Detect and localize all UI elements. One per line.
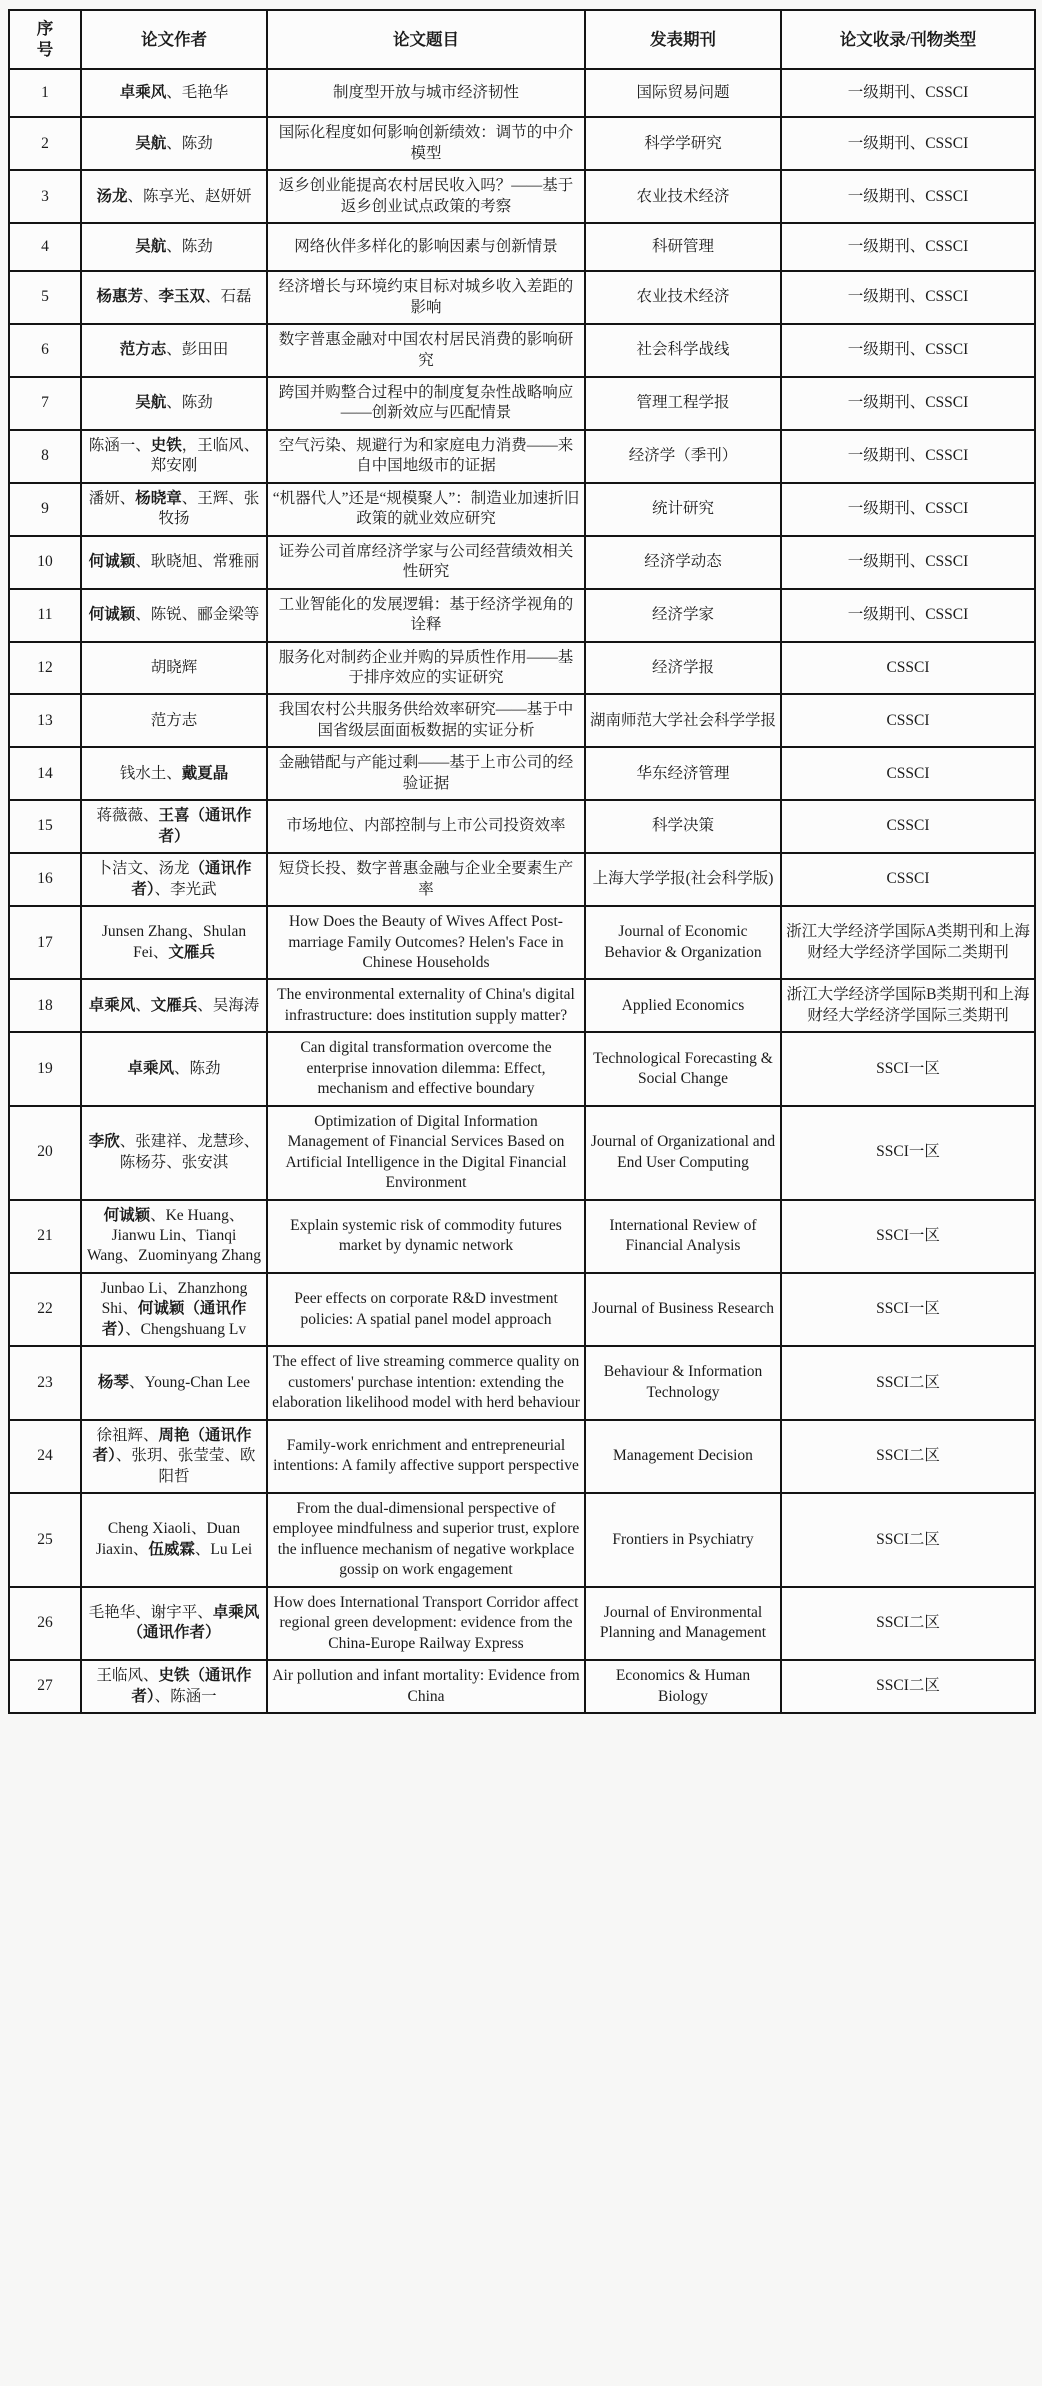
author-name: 、彭田田 bbox=[166, 341, 229, 359]
cell-paper-title: “机器代人”还是“规模聚人”：制造业加速折旧政策的就业效应研究 bbox=[267, 483, 585, 536]
table-row bbox=[9, 377, 1035, 430]
cell-index-type: 一级期刊、CSSCI bbox=[781, 223, 1035, 271]
cell-paper-title: 国际化程度如何影响创新绩效：调节的中介模型 bbox=[267, 117, 585, 170]
cell-authors bbox=[81, 694, 267, 747]
table-row bbox=[9, 170, 1035, 223]
cell-paper-title: 服务化对制药企业并购的异质性作用——基于排序效应的实证研究 bbox=[267, 642, 585, 695]
cell-paper-number: 10 bbox=[9, 536, 81, 589]
cell-journal: Technological Forecasting & Social Change bbox=[585, 1032, 781, 1105]
author-name: 、王辉、张牧扬 bbox=[158, 489, 260, 528]
cell-journal: 科研管理 bbox=[585, 223, 781, 271]
author-name: 、陈劲 bbox=[166, 237, 213, 255]
author-highlighted: 何诚颖 bbox=[88, 552, 136, 570]
author-highlighted: 文雁兵 bbox=[150, 996, 198, 1014]
cell-paper-number: 8 bbox=[9, 430, 81, 483]
author-highlighted: 伍威霖 bbox=[148, 1540, 195, 1558]
cell-paper-number: 6 bbox=[9, 324, 81, 377]
cell-paper-number: 12 bbox=[9, 642, 81, 695]
author-highlighted: 杨晓章 bbox=[135, 489, 182, 507]
cell-paper-number: 23 bbox=[9, 1346, 81, 1419]
cell-paper-title: Air pollution and infant mortality: Evidence from China bbox=[267, 1660, 585, 1713]
table-row bbox=[9, 271, 1035, 324]
header-authors: 论文作者 bbox=[81, 10, 267, 69]
cell-authors bbox=[81, 1587, 267, 1660]
cell-paper-title: Explain systemic risk of commodity futures market by dynamic network bbox=[267, 1200, 585, 1273]
cell-paper-title: 证券公司首席经济学家与公司经营绩效相关性研究 bbox=[267, 536, 585, 589]
author-highlighted: 汤龙 bbox=[96, 187, 128, 205]
table-row bbox=[9, 430, 1035, 483]
cell-authors bbox=[81, 1032, 267, 1105]
cell-journal: 湖南师范大学社会科学学报 bbox=[585, 694, 781, 747]
cell-index-type: 一级期刊、CSSCI bbox=[781, 324, 1035, 377]
cell-paper-number: 26 bbox=[9, 1587, 81, 1660]
author-highlighted: 史铁 bbox=[150, 436, 182, 454]
table-row bbox=[9, 536, 1035, 589]
cell-journal: 国际贸易问题 bbox=[585, 69, 781, 117]
author-name: 钱水土、 bbox=[119, 764, 182, 782]
cell-journal: Frontiers in Psychiatry bbox=[585, 1493, 781, 1587]
author-name: 、陈劲 bbox=[166, 134, 213, 152]
author-name: 、Chengshuang Lv bbox=[125, 1320, 247, 1338]
table-row bbox=[9, 223, 1035, 271]
author-name: 、李光武 bbox=[154, 880, 217, 898]
cell-paper-number: 15 bbox=[9, 800, 81, 853]
author-highlighted: 范方志 bbox=[119, 341, 167, 359]
cell-journal: 华东经济管理 bbox=[585, 747, 781, 800]
author-name: 潘妍、 bbox=[88, 489, 136, 507]
cell-paper-number: 19 bbox=[9, 1032, 81, 1105]
table-row bbox=[9, 1273, 1035, 1346]
cell-paper-number: 27 bbox=[9, 1660, 81, 1713]
cell-index-type: CSSCI bbox=[781, 853, 1035, 906]
author-highlighted: 周艳（通讯作者） bbox=[92, 1426, 252, 1465]
author-name: 、陈劲 bbox=[166, 394, 213, 412]
cell-paper-title: Optimization of Digital Information Management of Financial Services Based on Artificial Intelligence in the Digital Financial Environment bbox=[267, 1106, 585, 1200]
cell-paper-number: 24 bbox=[9, 1420, 81, 1493]
table-row bbox=[9, 747, 1035, 800]
author-name: 、吴海涛 bbox=[197, 996, 260, 1014]
cell-paper-number: 22 bbox=[9, 1273, 81, 1346]
cell-paper-title: How Does the Beauty of Wives Affect Post-marriage Family Outcomes? Helen's Face in Chinese Households bbox=[267, 906, 585, 979]
cell-authors bbox=[81, 117, 267, 170]
cell-journal: Applied Economics bbox=[585, 979, 781, 1032]
header-journal: 发表期刊 bbox=[585, 10, 781, 69]
cell-authors bbox=[81, 170, 267, 223]
cell-index-type: SSCI一区 bbox=[781, 1200, 1035, 1273]
author-name: 、Lu Lei bbox=[194, 1540, 253, 1558]
author-name: 王临风、 bbox=[96, 1667, 159, 1685]
cell-paper-number: 18 bbox=[9, 979, 81, 1032]
cell-paper-number: 5 bbox=[9, 271, 81, 324]
table-row bbox=[9, 117, 1035, 170]
cell-index-type: 一级期刊、CSSCI bbox=[781, 69, 1035, 117]
cell-journal: Journal of Organizational and End User Computing bbox=[585, 1106, 781, 1200]
table-row bbox=[9, 853, 1035, 906]
cell-paper-number: 16 bbox=[9, 853, 81, 906]
cell-index-type: SSCI一区 bbox=[781, 1032, 1035, 1105]
cell-index-type: SSCI二区 bbox=[781, 1660, 1035, 1713]
table-row bbox=[9, 694, 1035, 747]
author-name: 、 bbox=[142, 288, 159, 306]
table-row bbox=[9, 1032, 1035, 1105]
author-highlighted: 王喜（通讯作者） bbox=[158, 807, 252, 845]
cell-authors bbox=[81, 536, 267, 589]
cell-paper-number: 3 bbox=[9, 170, 81, 223]
cell-authors bbox=[81, 800, 267, 853]
author-name: 、陈涵一 bbox=[154, 1687, 217, 1705]
cell-index-type: 一级期刊、CSSCI bbox=[781, 536, 1035, 589]
author-name: 、张建祥、龙慧珍、陈杨芬、张安淇 bbox=[119, 1133, 260, 1171]
cell-journal: Journal of Economic Behavior & Organization bbox=[585, 906, 781, 979]
cell-paper-title: 制度型开放与城市经济韧性 bbox=[267, 69, 585, 117]
cell-paper-number: 21 bbox=[9, 1200, 81, 1273]
author-name: 、陈劲 bbox=[174, 1059, 221, 1077]
table-row bbox=[9, 1587, 1035, 1660]
author-name: 、陈锐、郦金梁等 bbox=[135, 605, 260, 623]
author-highlighted: 吴航 bbox=[135, 134, 167, 152]
cell-paper-title: 金融错配与产能过剩——基于上市公司的经验证据 bbox=[267, 747, 585, 800]
cell-paper-title: 空气污染、规避行为和家庭电力消费——来自中国地级市的证据 bbox=[267, 430, 585, 483]
cell-index-type: CSSCI bbox=[781, 800, 1035, 853]
cell-journal: Journal of Business Research bbox=[585, 1273, 781, 1346]
cell-paper-number: 17 bbox=[9, 906, 81, 979]
cell-index-type: CSSCI bbox=[781, 642, 1035, 695]
cell-journal: International Review of Financial Analysis bbox=[585, 1200, 781, 1273]
cell-authors bbox=[81, 1346, 267, 1419]
cell-paper-number: 7 bbox=[9, 377, 81, 430]
table-row bbox=[9, 1200, 1035, 1273]
cell-index-type: SSCI二区 bbox=[781, 1587, 1035, 1660]
cell-authors bbox=[81, 69, 267, 117]
author-highlighted: 卓乘风 bbox=[88, 996, 136, 1014]
cell-index-type: 浙江大学经济学国际A类期刊和上海财经大学经济学国际二类期刊 bbox=[781, 906, 1035, 979]
cell-index-type: 一级期刊、CSSCI bbox=[781, 271, 1035, 324]
papers-table-header bbox=[9, 10, 1035, 69]
cell-authors bbox=[81, 1420, 267, 1493]
author-name: 陈涵一、 bbox=[88, 436, 151, 454]
cell-authors bbox=[81, 1273, 267, 1346]
cell-index-type: 一级期刊、CSSCI bbox=[781, 483, 1035, 536]
cell-journal: 经济学（季刊） bbox=[585, 430, 781, 483]
table-row bbox=[9, 483, 1035, 536]
cell-authors bbox=[81, 1106, 267, 1200]
cell-index-type: SSCI一区 bbox=[781, 1273, 1035, 1346]
cell-index-type: CSSCI bbox=[781, 747, 1035, 800]
author-name: Junbao Li、Zhanzhong Shi、 bbox=[100, 1279, 248, 1318]
cell-paper-title: 短贷长投、数字普惠金融与企业全要素生产率 bbox=[267, 853, 585, 906]
cell-authors bbox=[81, 1493, 267, 1587]
header-no-label: 序号 bbox=[36, 19, 54, 59]
cell-journal: 农业技术经济 bbox=[585, 271, 781, 324]
cell-journal: 上海大学学报(社会科学版) bbox=[585, 853, 781, 906]
cell-paper-title: 网络伙伴多样化的影响因素与创新情景 bbox=[267, 223, 585, 271]
cell-index-type: SSCI一区 bbox=[781, 1106, 1035, 1200]
cell-paper-number: 20 bbox=[9, 1106, 81, 1200]
author-name: 卜洁文、汤龙 bbox=[96, 860, 190, 878]
cell-journal: 社会科学战线 bbox=[585, 324, 781, 377]
papers-table bbox=[8, 9, 1036, 1714]
cell-journal: 科学决策 bbox=[585, 800, 781, 853]
cell-paper-title: The effect of live streaming commerce quality on customers' purchase intention: extending the elaboration likelihood model with herd behaviour bbox=[267, 1346, 585, 1419]
author-name: 、石磊 bbox=[205, 288, 252, 306]
cell-paper-title: From the dual-dimensional perspective of employee mindfulness and superior trust, explore the influence mechanism of negative workplace gossip on work engagement bbox=[267, 1493, 585, 1587]
table-row bbox=[9, 1493, 1035, 1587]
cell-index-type: 一级期刊、CSSCI bbox=[781, 377, 1035, 430]
header-row bbox=[9, 10, 1035, 69]
cell-paper-number: 1 bbox=[9, 69, 81, 117]
cell-paper-title: 数字普惠金融对中国农村居民消费的影响研究 bbox=[267, 324, 585, 377]
cell-paper-title: 经济增长与环境约束目标对城乡收入差距的影响 bbox=[267, 271, 585, 324]
cell-paper-title: 返乡创业能提高农村居民收入吗？——基于返乡创业试点政策的考察 bbox=[267, 170, 585, 223]
cell-index-type: 一级期刊、CSSCI bbox=[781, 117, 1035, 170]
author-highlighted: 吴航 bbox=[135, 394, 167, 412]
author-highlighted: 卓乘风 bbox=[119, 84, 167, 102]
table-row bbox=[9, 69, 1035, 117]
cell-index-type: 一级期刊、CSSCI bbox=[781, 170, 1035, 223]
table-row bbox=[9, 979, 1035, 1032]
cell-authors bbox=[81, 853, 267, 906]
cell-journal: 统计研究 bbox=[585, 483, 781, 536]
cell-authors bbox=[81, 223, 267, 271]
cell-paper-title: Peer effects on corporate R&D investment policies: A spatial panel model approach bbox=[267, 1273, 585, 1346]
author-highlighted: 史铁（通讯作者） bbox=[131, 1667, 252, 1705]
cell-authors bbox=[81, 1200, 267, 1273]
cell-authors bbox=[81, 979, 267, 1032]
cell-authors bbox=[81, 377, 267, 430]
author-highlighted: 戴夏晶 bbox=[181, 764, 229, 782]
papers-table-body bbox=[9, 69, 1035, 1713]
table-row bbox=[9, 1660, 1035, 1713]
author-name: 、张玥、张莹莹、欧阳哲 bbox=[115, 1447, 256, 1485]
cell-paper-number: 4 bbox=[9, 223, 81, 271]
author-name: 、陈享光、赵妍妍 bbox=[127, 187, 252, 205]
cell-paper-title: 市场地位、内部控制与上市公司投资效率 bbox=[267, 800, 585, 853]
cell-authors bbox=[81, 271, 267, 324]
author-highlighted: 何诚颖 bbox=[103, 1206, 151, 1224]
cell-paper-title: Family-work enrichment and entrepreneurial intentions: A family affective support perspective bbox=[267, 1420, 585, 1493]
cell-authors bbox=[81, 642, 267, 695]
cell-paper-number: 11 bbox=[9, 589, 81, 642]
cell-journal: Behaviour & Information Technology bbox=[585, 1346, 781, 1419]
cell-authors bbox=[81, 747, 267, 800]
table-row bbox=[9, 1106, 1035, 1200]
cell-paper-number: 2 bbox=[9, 117, 81, 170]
table-row bbox=[9, 800, 1035, 853]
table-row bbox=[9, 1420, 1035, 1493]
cell-journal: 经济学报 bbox=[585, 642, 781, 695]
cell-paper-number: 9 bbox=[9, 483, 81, 536]
cell-journal: 农业技术经济 bbox=[585, 170, 781, 223]
author-highlighted: （通讯作者） bbox=[131, 860, 252, 898]
author-highlighted: 吴航 bbox=[135, 237, 167, 255]
table-row bbox=[9, 324, 1035, 377]
cell-index-type: SSCI二区 bbox=[781, 1493, 1035, 1587]
header-title: 论文题目 bbox=[267, 10, 585, 69]
cell-paper-title: 我国农村公共服务供给效率研究——基于中国省级层面面板数据的实证分析 bbox=[267, 694, 585, 747]
author-name: 蒋薇薇、 bbox=[96, 807, 159, 825]
author-highlighted: 文雁兵 bbox=[168, 943, 215, 961]
author-name: 毛艳华、谢宇平、 bbox=[88, 1603, 213, 1621]
cell-index-type: 一级期刊、CSSCI bbox=[781, 589, 1035, 642]
author-highlighted: 杨惠芳 bbox=[96, 288, 143, 306]
cell-index-type: 一级期刊、CSSCI bbox=[781, 430, 1035, 483]
cell-paper-number: 14 bbox=[9, 747, 81, 800]
author-name: 、 bbox=[135, 996, 151, 1014]
cell-authors bbox=[81, 324, 267, 377]
cell-paper-title: 工业智能化的发展逻辑：基于经济学视角的诠释 bbox=[267, 589, 585, 642]
cell-authors bbox=[81, 430, 267, 483]
cell-journal: Management Decision bbox=[585, 1420, 781, 1493]
author-name: 徐祖辉、 bbox=[96, 1426, 159, 1444]
author-name: 、Young-Chan Lee bbox=[128, 1373, 251, 1391]
author-name: 、耿晓旭、常雅丽 bbox=[135, 552, 260, 570]
cell-authors bbox=[81, 589, 267, 642]
author-highlighted: 何诚颖 bbox=[88, 605, 136, 623]
cell-authors bbox=[81, 1660, 267, 1713]
cell-index-type: SSCI二区 bbox=[781, 1346, 1035, 1419]
table-row bbox=[9, 1346, 1035, 1419]
cell-index-type: CSSCI bbox=[781, 694, 1035, 747]
cell-journal: Economics & Human Biology bbox=[585, 1660, 781, 1713]
table-row bbox=[9, 906, 1035, 979]
cell-journal: 管理工程学报 bbox=[585, 377, 781, 430]
author-name: 、毛艳华 bbox=[166, 84, 229, 102]
author-name: ，王临风、郑安刚 bbox=[150, 436, 260, 475]
table-row bbox=[9, 642, 1035, 695]
cell-index-type: SSCI二区 bbox=[781, 1420, 1035, 1493]
cell-journal: Journal of Environmental Planning and Management bbox=[585, 1587, 781, 1660]
cell-paper-number: 25 bbox=[9, 1493, 81, 1587]
cell-journal: 经济学家 bbox=[585, 589, 781, 642]
author-highlighted: 杨琴 bbox=[97, 1373, 129, 1391]
author-name: Junsen Zhang、Shulan Fei、 bbox=[101, 923, 247, 961]
cell-paper-title: How does International Transport Corridor affect regional green development: evidence from the China-Europe Railway Express bbox=[267, 1587, 585, 1660]
author-name: 胡晓辉 bbox=[150, 658, 198, 676]
author-highlighted: 卓乘风 bbox=[127, 1059, 174, 1077]
author-name: 、Ke Huang、Jianwu Lin、Tianqi Wang、Zuominyang Zhang bbox=[87, 1206, 261, 1265]
author-highlighted: 卓乘风（通讯作者） bbox=[127, 1603, 260, 1642]
author-name: 范方志 bbox=[150, 711, 198, 729]
header-no bbox=[9, 10, 81, 69]
cell-authors bbox=[81, 483, 267, 536]
cell-paper-number: 13 bbox=[9, 694, 81, 747]
cell-paper-title: The environmental externality of China's digital infrastructure: does institution supply matter? bbox=[267, 979, 585, 1032]
cell-paper-title: Can digital transformation overcome the enterprise innovation dilemma: Effect, mechanism and effective boundary bbox=[267, 1032, 585, 1105]
table-row bbox=[9, 589, 1035, 642]
header-type: 论文收录/刊物类型 bbox=[781, 10, 1035, 69]
author-highlighted: 李欣 bbox=[88, 1133, 120, 1151]
cell-journal: 科学学研究 bbox=[585, 117, 781, 170]
author-name: Cheng Xiaoli、Duan Jiaxin、 bbox=[95, 1520, 241, 1558]
cell-journal: 经济学动态 bbox=[585, 536, 781, 589]
cell-paper-title: 跨国并购整合过程中的制度复杂性战略响应——创新效应与匹配情景 bbox=[267, 377, 585, 430]
cell-authors bbox=[81, 906, 267, 979]
author-highlighted: 何诚颖（通讯作者） bbox=[101, 1300, 247, 1338]
cell-index-type: 浙江大学经济学国际B类期刊和上海财经大学经济学国际三类期刊 bbox=[781, 979, 1035, 1032]
author-highlighted: 李玉双 bbox=[158, 288, 206, 306]
